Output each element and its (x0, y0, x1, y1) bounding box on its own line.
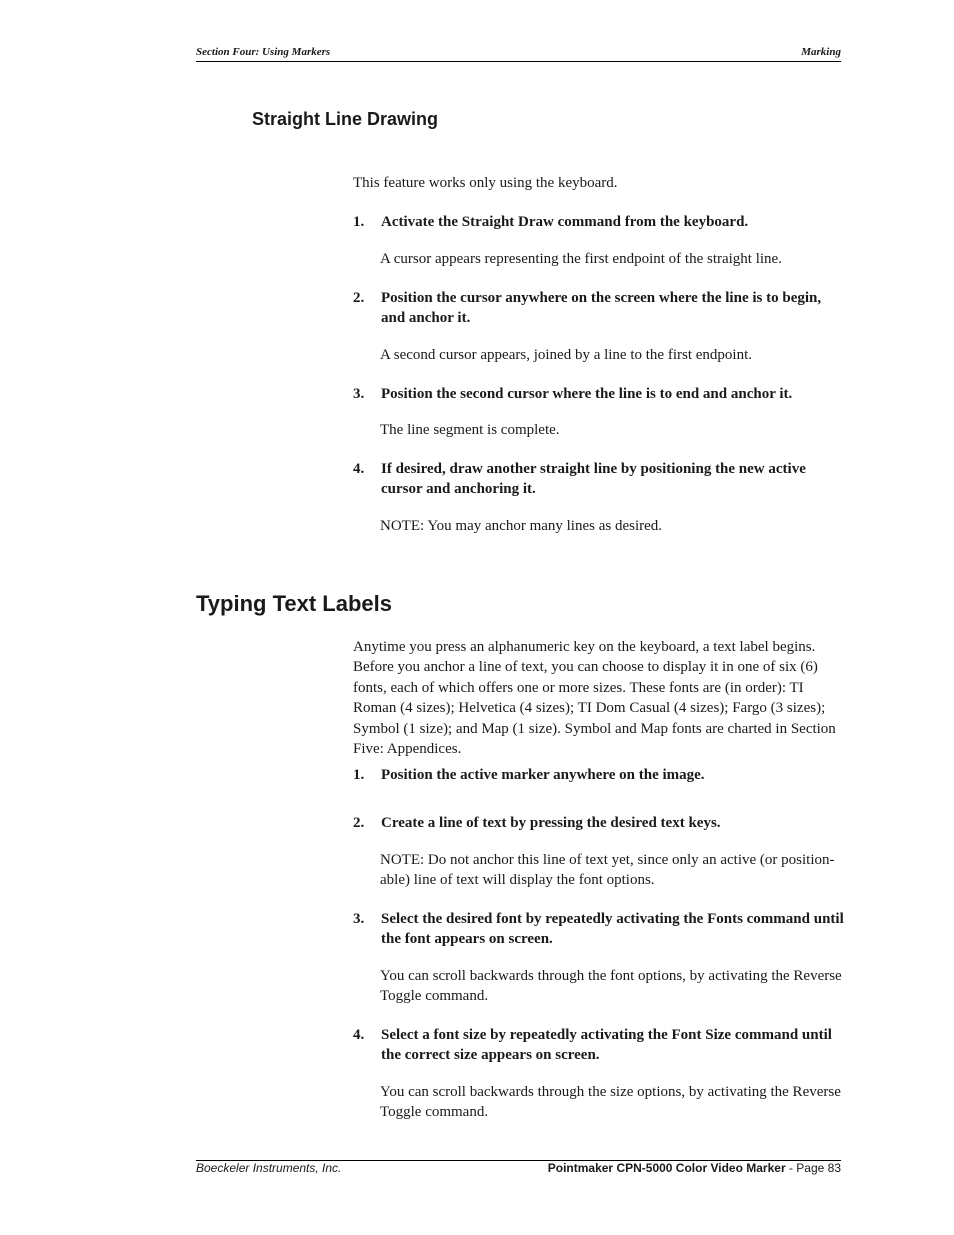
step-number: 1. (353, 214, 365, 230)
section-title-straight-line: Straight Line Drawing (252, 109, 439, 129)
section1-step-1-note: A cursor appears representing the first endpoint of the straight line. (380, 251, 782, 267)
section1-step-2 (353, 288, 848, 329)
section2-step-1 (353, 765, 848, 785)
header-section-label: Section Four: Using Markers (196, 46, 331, 58)
section1-step-4-note: NOTE: You may anchor many lines as desired. (380, 518, 663, 534)
step-text: Activate the Straight Draw command from the keyboard. (381, 214, 749, 230)
step-text: Select a font size by repeatedly activating the Font Size command until the correct size appears on screen. (381, 1027, 832, 1064)
section2-step-2 (353, 813, 848, 833)
step-text: If desired, draw another straight line by positioning the new active cursor and anchoring it. (381, 461, 806, 498)
running-header (196, 45, 841, 62)
step-number: 2. (353, 290, 365, 306)
step-number: 1. (353, 767, 365, 783)
section2-step-3 (353, 909, 848, 950)
section-title-typing-text-labels: Typing Text Labels (196, 591, 392, 616)
header-chapter-label: Marking (801, 46, 841, 58)
section1-step-2-note: A second cursor appears, joined by a line to the first endpoint. (380, 347, 752, 363)
step-text: Position the second cursor where the line is to end and anchor it. (381, 386, 793, 402)
section2-intro: Anytime you press an alphanumeric key on the keyboard, a text label begins. Before you anchor a line of text, you can choose to display it in one of six (6) fonts, each of which offers one or more sizes. These fonts are (in order): TI Roman (4 sizes); Helvetica (4 sizes); TI Dom Casual (4 sizes); Fargo (3 sizes); Symbol (1 size); and Map (1 size). Symbol and Map fonts are charted in Section Five: Appendices. (353, 639, 836, 758)
running-footer (196, 1160, 841, 1175)
section1-step-3 (353, 384, 848, 404)
step-text: Position the active marker anywhere on the image. (381, 767, 705, 783)
step-number: 3. (353, 386, 365, 402)
section2-step-2-note: NOTE: Do not anchor this line of text yet, since only an active (or position-able) line of text will display the font options. (380, 852, 835, 889)
section1-step-1 (353, 212, 848, 232)
section1-intro: This feature works only using the keyboard. (353, 175, 618, 191)
section1-step-3-note: The line segment is complete. (380, 422, 560, 438)
section2-step-4-note: You can scroll backwards through the size options, by activating the Reverse Toggle command. (380, 1084, 841, 1121)
footer-page-number: - Page 83 (785, 1161, 841, 1175)
section2-step-3-note: You can scroll backwards through the font options, by activating the Reverse Toggle command. (380, 968, 842, 1005)
step-text: Position the cursor anywhere on the screen where the line is to begin, and anchor it. (381, 290, 822, 327)
footer-page-info (548, 1161, 841, 1176)
step-number: 2. (353, 815, 365, 831)
step-text: Create a line of text by pressing the desired text keys. (381, 815, 721, 831)
section2-step-4 (353, 1025, 848, 1066)
footer-company: Boeckeler Instruments, Inc. (196, 1161, 342, 1175)
section1-step-4 (353, 459, 848, 500)
step-number: 3. (353, 911, 365, 927)
step-number: 4. (353, 461, 365, 477)
step-text: Select the desired font by repeatedly activating the Fonts command until the font appears on screen. (381, 911, 844, 948)
footer-product: Pointmaker CPN-5000 Color Video Marker (547, 1161, 786, 1175)
step-number: 4. (353, 1027, 365, 1043)
